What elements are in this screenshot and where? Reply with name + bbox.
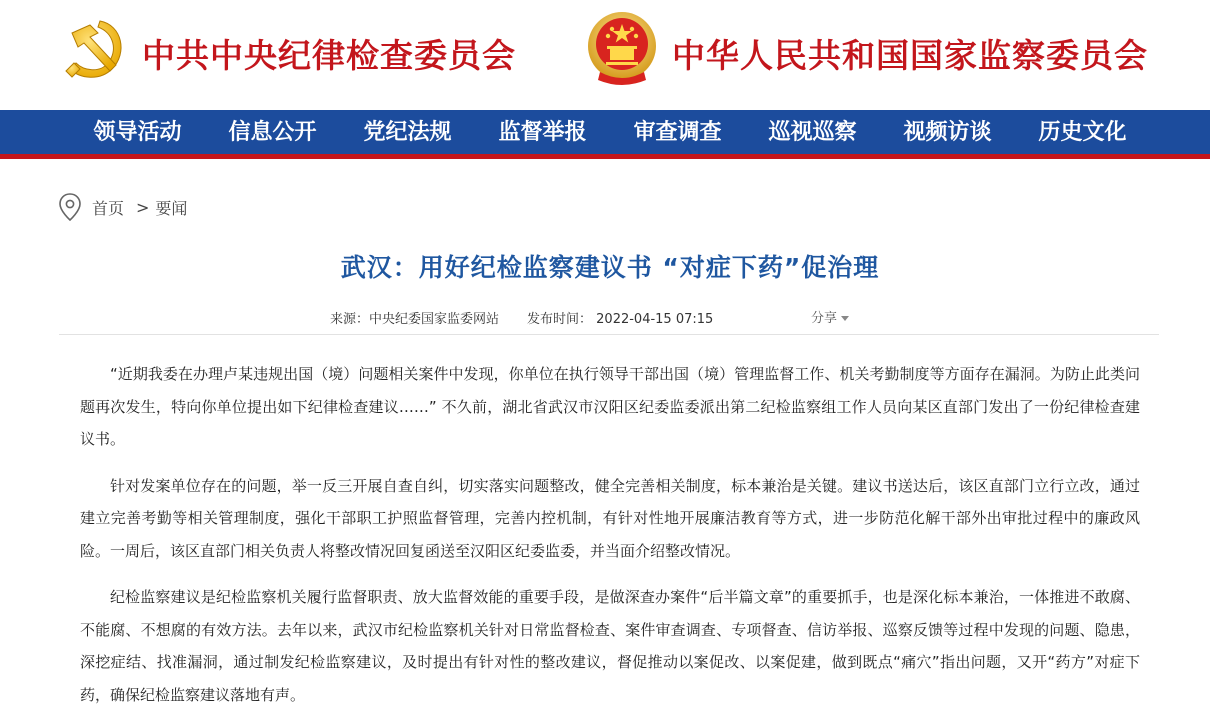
article-meta [330,308,713,327]
nav-item-reporting[interactable]: 监督举报 [498,119,587,145]
article-source: 来源：中央纪委国家监委网站 [330,312,500,327]
nav-item-inspection[interactable]: 巡视巡察 [768,119,857,145]
share-button[interactable] [811,307,849,326]
party-emblem-icon[interactable] [60,15,130,85]
site-title-ncs[interactable]: 中华人民共和国国家监察委员会 [672,36,1148,75]
nav-red-stripe [0,154,1210,159]
nav-item-information[interactable]: 信息公开 [228,119,317,145]
nav-item-leadership[interactable]: 领导活动 [93,119,182,145]
article-paragraph: 针对发案单位存在的问题，举一反三开展自查自纠，切实落实问题整改，健全完善相关制度，标本兼治是关键。建议书送达后，该区直部门立行立改，通过建立完善考勤等相关管理制度，强化干部职工护照监督管理，完善内控机制，有针对性地开展廉洁教育等方式，进一步防范化解干部外出审批过程中的廉政风险。一周后，该区直部门相关负责人将整改情况回复函送至汉阳区纪委监委，并当面介绍整改情况。 [80,476,1140,560]
nav-item-investigation[interactable]: 审查调查 [633,119,722,145]
site-header [0,0,1210,110]
nav-item-video[interactable]: 视频访谈 [903,119,992,145]
national-emblem-icon[interactable] [586,10,658,86]
breadcrumb-separator: > [136,197,150,217]
meta-divider [59,334,1159,335]
main-navigation [0,110,1210,154]
article-publish-time: 发布时间： 2022-04-15 07:15 [527,312,714,327]
breadcrumb-home-link[interactable]: 首页 [92,198,125,218]
article-paragraph: 纪检监察建议是纪检监察机关履行监督职责、放大监督效能的重要手段，是做深查办案件“后半篇文章”的重要抓手，也是深化标本兼治，一体推进不敢腐、不能腐、不想腐的有效方法。去年以来，武汉市纪检监察机关针对日常监督检查、案件审查调查、专项督查、信访举报、巡察反馈等过程中发现的问题、隐患，深挖症结、找准漏洞，通过制发纪检监察建议，及时提出有针对性的整改建议，督促推动以案促改、以案促建，做到既点“痛穴”指出问题，又开“药方”对症下药，确保纪检监察建议落地有声。 [80,588,1140,704]
chevron-down-icon [841,316,849,321]
article-title: 武汉：用好纪检监察建议书 “对症下药”促治理 [340,253,880,282]
article-paragraph: “近期我委在办理卢某违规出国（境）问题相关案件中发现，你单位在执行领导干部出国（境）管理监督工作、机关考勤制度等方面存在漏洞。为防止此类问题再次发生，特向你单位提出如下纪律检查建议……” 不久前，湖北省武汉市汉阳区纪委监委派出第二纪检监察组工作人员向某区直部门发出了一份纪律检查建议书。 [80,365,1140,448]
nav-item-history[interactable]: 历史文化 [1038,119,1127,145]
site-title-ccdi[interactable]: 中共中央纪律检查委员会 [142,36,516,75]
location-pin-icon [58,192,82,222]
breadcrumb [58,192,187,222]
nav-item-regulations[interactable]: 党纪法规 [363,119,452,145]
article-body [80,358,1140,725]
share-label: 分享 [811,311,838,326]
breadcrumb-current-link[interactable]: 要闻 [155,198,188,218]
